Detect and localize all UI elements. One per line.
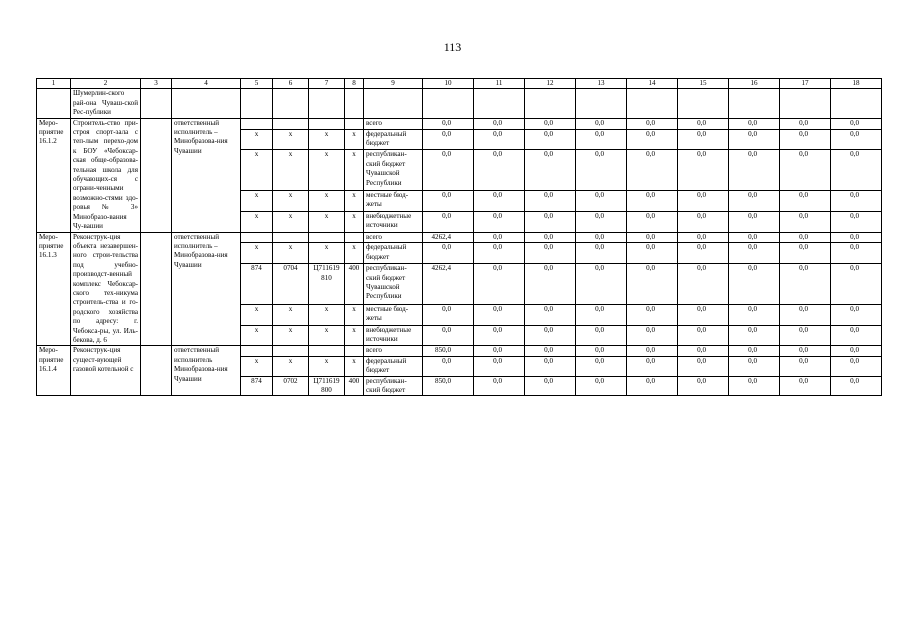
value-cell: 0,0 — [831, 243, 882, 264]
funding-source-cell: всего — [364, 232, 423, 243]
value-cell: 0,0 — [525, 346, 576, 356]
table-cell — [364, 89, 423, 118]
page-number: 113 — [443, 40, 462, 54]
funding-source-cell: внебюджетные источники — [364, 211, 423, 232]
value-cell: 0,0 — [678, 325, 729, 346]
table-cell — [525, 89, 576, 118]
value-cell: 0,0 — [831, 211, 882, 232]
table-cell — [831, 89, 882, 118]
code-cell-c7 — [309, 346, 345, 356]
code-cell-c6 — [273, 118, 309, 129]
code-cell-c5 — [241, 232, 273, 243]
value-cell: 0,0 — [525, 356, 576, 376]
value-cell: 0,0 — [525, 232, 576, 243]
value-cell: 0,0 — [729, 264, 780, 305]
value-cell: 0,0 — [678, 304, 729, 325]
value-cell: 0,0 — [576, 232, 627, 243]
value-cell: 0,0 — [576, 118, 627, 129]
value-cell: 0,0 — [678, 356, 729, 376]
code-cell-c6: x — [273, 243, 309, 264]
code-cell-c7: x — [309, 190, 345, 211]
value-cell: 0,0 — [831, 264, 882, 305]
value-cell: 0,0 — [678, 118, 729, 129]
code-cell-c7: x — [309, 243, 345, 264]
value-cell: 0,0 — [525, 150, 576, 191]
header-cell: 7 — [309, 79, 345, 89]
value-cell: 0,0 — [780, 304, 831, 325]
code-cell-c8: x — [345, 150, 364, 191]
value-cell: 0,0 — [780, 232, 831, 243]
value-cell: 0,0 — [678, 264, 729, 305]
header-cell: 11 — [474, 79, 525, 89]
value-cell: 0,0 — [423, 243, 474, 264]
value-cell: 0,0 — [678, 232, 729, 243]
value-cell: 0,0 — [780, 264, 831, 305]
code-cell-c8: x — [345, 325, 364, 346]
table-cell — [780, 89, 831, 118]
value-cell: 0,0 — [627, 190, 678, 211]
event-name-cell: Реконструк-ция сущест-вующей газовой котельной с — [71, 346, 141, 396]
value-cell: 0,0 — [423, 190, 474, 211]
code-cell-c7: x — [309, 325, 345, 346]
code-cell-c5: x — [241, 243, 273, 264]
value-cell: 0,0 — [627, 129, 678, 150]
value-cell: 0,0 — [474, 325, 525, 346]
value-cell: 0,0 — [525, 243, 576, 264]
value-cell: 0,0 — [831, 376, 882, 396]
executor-cell: ответственный исполнитель – Минобразова-ния Чувашии — [172, 118, 241, 232]
code-cell-c7: x — [309, 356, 345, 376]
value-cell: 0,0 — [576, 376, 627, 396]
header-cell: 9 — [364, 79, 423, 89]
header-row — [37, 79, 882, 89]
code-cell-c7: Ц711619 800 — [309, 376, 345, 396]
code-cell-c5: x — [241, 190, 273, 211]
code-cell-c5: x — [241, 129, 273, 150]
value-cell: 850,0 — [423, 346, 474, 356]
table-row — [37, 118, 882, 129]
value-cell: 4262,4 — [423, 232, 474, 243]
value-cell: 0,0 — [780, 129, 831, 150]
code-cell-c6: x — [273, 211, 309, 232]
value-cell: 0,0 — [831, 118, 882, 129]
header-cell: 2 — [71, 79, 141, 89]
funding-source-cell: республикан-ский бюджет — [364, 376, 423, 396]
code-cell-c6 — [273, 346, 309, 356]
value-cell: 0,0 — [525, 325, 576, 346]
value-cell: 0,0 — [780, 150, 831, 191]
code-cell-c6: x — [273, 190, 309, 211]
value-cell: 0,0 — [423, 129, 474, 150]
value-cell: 0,0 — [780, 190, 831, 211]
value-cell: 0,0 — [474, 118, 525, 129]
code-cell-c5 — [241, 346, 273, 356]
value-cell: 0,0 — [729, 129, 780, 150]
value-cell: 0,0 — [576, 129, 627, 150]
value-cell: 0,0 — [525, 376, 576, 396]
code-cell-c7 — [309, 232, 345, 243]
value-cell: 0,0 — [474, 243, 525, 264]
value-cell: 0,0 — [780, 118, 831, 129]
value-cell: 0,0 — [831, 325, 882, 346]
code-cell-c5: 874 — [241, 376, 273, 396]
value-cell: 0,0 — [831, 129, 882, 150]
header-cell: 10 — [423, 79, 474, 89]
value-cell: 0,0 — [627, 118, 678, 129]
value-cell: 0,0 — [474, 150, 525, 191]
code-cell-c8: x — [345, 190, 364, 211]
empty-cell — [141, 118, 172, 232]
value-cell: 0,0 — [729, 232, 780, 243]
header-cell: 8 — [345, 79, 364, 89]
value-cell: 0,0 — [576, 211, 627, 232]
value-cell: 4262,4 — [423, 264, 474, 305]
header-cell: 1 — [37, 79, 71, 89]
value-cell: 0,0 — [525, 118, 576, 129]
value-cell: 0,0 — [729, 211, 780, 232]
code-cell-c8 — [345, 232, 364, 243]
value-cell: 0,0 — [729, 243, 780, 264]
event-cell: Меро-приятие 16.1.4 — [37, 346, 71, 396]
value-cell: 0,0 — [780, 356, 831, 376]
table-cell — [729, 89, 780, 118]
table-cell — [423, 89, 474, 118]
value-cell: 0,0 — [729, 325, 780, 346]
value-cell: 0,0 — [423, 325, 474, 346]
value-cell: 0,0 — [576, 304, 627, 325]
header-cell: 13 — [576, 79, 627, 89]
value-cell: 0,0 — [678, 211, 729, 232]
value-cell: 0,0 — [831, 346, 882, 356]
value-cell: 0,0 — [525, 211, 576, 232]
funding-source-cell: федеральный бюджет — [364, 243, 423, 264]
budget-table — [36, 78, 882, 396]
table-row — [37, 232, 882, 243]
empty-cell — [141, 346, 172, 396]
table-cell — [241, 89, 273, 118]
value-cell: 0,0 — [678, 376, 729, 396]
value-cell: 0,0 — [576, 264, 627, 305]
value-cell: 0,0 — [627, 243, 678, 264]
code-cell-c8: x — [345, 304, 364, 325]
code-cell-c8 — [345, 346, 364, 356]
value-cell: 0,0 — [474, 346, 525, 356]
code-cell-c6: x — [273, 325, 309, 346]
header-cell: 12 — [525, 79, 576, 89]
value-cell: 0,0 — [423, 304, 474, 325]
value-cell: 0,0 — [525, 129, 576, 150]
value-cell: 0,0 — [576, 346, 627, 356]
value-cell: 0,0 — [831, 232, 882, 243]
header-cell: 3 — [141, 79, 172, 89]
value-cell: 0,0 — [474, 232, 525, 243]
value-cell: 0,0 — [423, 211, 474, 232]
value-cell: 0,0 — [678, 129, 729, 150]
value-cell: 0,0 — [474, 356, 525, 376]
value-cell: 0,0 — [678, 190, 729, 211]
table-cell — [576, 89, 627, 118]
value-cell: 0,0 — [627, 376, 678, 396]
code-cell-c6 — [273, 232, 309, 243]
value-cell: 0,0 — [627, 325, 678, 346]
table-cell — [273, 89, 309, 118]
funding-source-cell: местные бюд-жеты — [364, 304, 423, 325]
value-cell: 0,0 — [678, 346, 729, 356]
code-cell-c6: x — [273, 356, 309, 376]
header-cell: 4 — [172, 79, 241, 89]
value-cell: 0,0 — [729, 376, 780, 396]
header-cell: 16 — [729, 79, 780, 89]
value-cell: 0,0 — [729, 304, 780, 325]
value-cell: 0,0 — [729, 150, 780, 191]
value-cell: 0,0 — [678, 243, 729, 264]
code-cell-c8: 400 — [345, 264, 364, 305]
funding-source-cell: федеральный бюджет — [364, 129, 423, 150]
table-row — [37, 346, 882, 356]
code-cell-c7: x — [309, 129, 345, 150]
value-cell: 0,0 — [525, 190, 576, 211]
value-cell: 0,0 — [729, 190, 780, 211]
value-cell: 0,0 — [576, 190, 627, 211]
code-cell-c6: x — [273, 129, 309, 150]
value-cell: 0,0 — [729, 356, 780, 376]
value-cell: 0,0 — [627, 346, 678, 356]
value-cell: 0,0 — [627, 232, 678, 243]
header-cell: 6 — [273, 79, 309, 89]
funding-source-cell: всего — [364, 346, 423, 356]
code-cell-c5: x — [241, 211, 273, 232]
value-cell: 0,0 — [780, 211, 831, 232]
code-cell-c7: x — [309, 211, 345, 232]
value-cell: 0,0 — [831, 304, 882, 325]
table-cell — [37, 89, 71, 118]
value-cell: 0,0 — [525, 304, 576, 325]
value-cell: 0,0 — [831, 150, 882, 191]
code-cell-c5: x — [241, 150, 273, 191]
table-cell — [678, 89, 729, 118]
header-cell: 17 — [780, 79, 831, 89]
funding-source-cell: республикан-ский бюджет Чувашской Республики — [364, 264, 423, 305]
code-cell-c6: x — [273, 304, 309, 325]
code-cell-c8: 400 — [345, 376, 364, 396]
value-cell: 0,0 — [780, 243, 831, 264]
value-cell: 0,0 — [576, 325, 627, 346]
value-cell: 0,0 — [627, 211, 678, 232]
value-cell: 0,0 — [627, 356, 678, 376]
value-cell: 0,0 — [678, 150, 729, 191]
value-cell: 0,0 — [780, 346, 831, 356]
header-cell: 14 — [627, 79, 678, 89]
code-cell-c8: x — [345, 243, 364, 264]
funding-source-cell: федеральный бюджет — [364, 356, 423, 376]
header-cell: 5 — [241, 79, 273, 89]
value-cell: 0,0 — [729, 118, 780, 129]
value-cell: 0,0 — [627, 304, 678, 325]
code-cell-c7: Ц711619 810 — [309, 264, 345, 305]
event-cell: Меро-приятие 16.1.3 — [37, 232, 71, 346]
value-cell: 0,0 — [576, 150, 627, 191]
value-cell: 0,0 — [423, 150, 474, 191]
value-cell: 0,0 — [576, 356, 627, 376]
header-cell: 15 — [678, 79, 729, 89]
value-cell: 0,0 — [627, 264, 678, 305]
continuation-name-cell: Шумерлин-ского рай-она Чуваш-ской Рес-публики — [71, 89, 141, 118]
code-cell-c5: 874 — [241, 264, 273, 305]
code-cell-c6: x — [273, 150, 309, 191]
empty-cell — [141, 232, 172, 346]
value-cell: 0,0 — [831, 190, 882, 211]
table-cell — [141, 89, 172, 118]
value-cell: 850,0 — [423, 376, 474, 396]
value-cell: 0,0 — [780, 376, 831, 396]
executor-cell: ответственный исполнитель Минобразова-ния Чувашии — [172, 346, 241, 396]
value-cell: 0,0 — [780, 325, 831, 346]
value-cell: 0,0 — [423, 118, 474, 129]
code-cell-c6: 0704 — [273, 264, 309, 305]
value-cell: 0,0 — [831, 356, 882, 376]
executor-cell: ответственный исполнитель – Минобразова-ния Чувашии — [172, 232, 241, 346]
continuation-row — [37, 89, 882, 118]
code-cell-c7: x — [309, 150, 345, 191]
code-cell-c8: x — [345, 356, 364, 376]
code-cell-c5: x — [241, 356, 273, 376]
value-cell: 0,0 — [474, 211, 525, 232]
code-cell-c5 — [241, 118, 273, 129]
funding-source-cell: внебюджетные источники — [364, 325, 423, 346]
value-cell: 0,0 — [474, 264, 525, 305]
table-cell — [172, 89, 241, 118]
table-cell — [309, 89, 345, 118]
value-cell: 0,0 — [423, 356, 474, 376]
event-cell: Меро-приятие 16.1.2 — [37, 118, 71, 232]
value-cell: 0,0 — [576, 243, 627, 264]
value-cell: 0,0 — [627, 150, 678, 191]
code-cell-c8: x — [345, 211, 364, 232]
event-name-cell: Строитель-ство при-строя спорт-зала с теп-лым перехо-дом к БОУ «Чебоксар-ская обще-образова-тельная школа для обучающих-ся с ограни-ченными возможно-стями здо-ровья № 3» Минобразо-вания Чу-вашии — [71, 118, 141, 232]
code-cell-c5: x — [241, 304, 273, 325]
value-cell: 0,0 — [525, 264, 576, 305]
funding-source-cell: местные бюд-жеты — [364, 190, 423, 211]
value-cell: 0,0 — [729, 346, 780, 356]
code-cell-c8 — [345, 118, 364, 129]
header-cell: 18 — [831, 79, 882, 89]
value-cell: 0,0 — [474, 129, 525, 150]
code-cell-c5: x — [241, 325, 273, 346]
table-cell — [474, 89, 525, 118]
code-cell-c7 — [309, 118, 345, 129]
event-name-cell: Реконструк-ция объекта незавершен-ного строи-тельства под учебно-производст-венный комплекс Чебоксар-ского тех-никума строитель-ства и го-родского хозяйства по адресу: г. Чебокса-ры, ул. Иль-бекова, д. 6 — [71, 232, 141, 346]
code-cell-c7: x — [309, 304, 345, 325]
code-cell-c6: 0702 — [273, 376, 309, 396]
value-cell: 0,0 — [474, 190, 525, 211]
value-cell: 0,0 — [474, 376, 525, 396]
code-cell-c8: x — [345, 129, 364, 150]
funding-source-cell: республикан-ский бюджет Чувашской Республики — [364, 150, 423, 191]
table-cell — [345, 89, 364, 118]
funding-source-cell: всего — [364, 118, 423, 129]
value-cell: 0,0 — [474, 304, 525, 325]
table-cell — [627, 89, 678, 118]
